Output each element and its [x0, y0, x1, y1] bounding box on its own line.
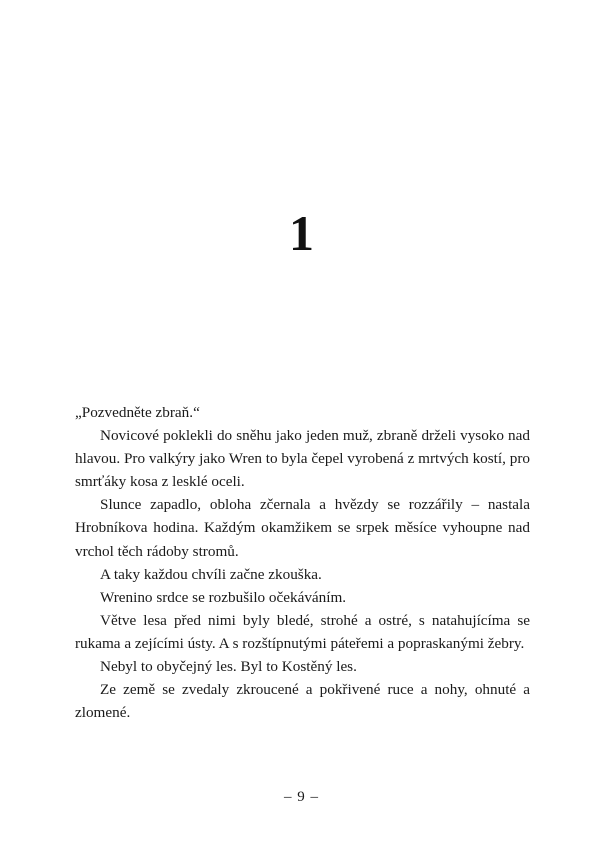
paragraph: Ze země se zvedaly zkroucené a pokřivené ruce a nohy, ohnuté a zlomené. — [75, 681, 530, 722]
paragraph: Nebyl to obyčejný les. Byl to Kostěný les. — [100, 658, 357, 676]
paragraph: Novicové poklekli do sněhu jako jeden muž, zbraně drželi vysoko nad hlavou. Pro valkýry jako Wren to byla čepel vyrobená z mrtvých kostí, pro smrťáky kosa z lesklé oceli. — [75, 427, 530, 491]
paragraph: A taky každou chvíli začne zkouška. — [100, 565, 322, 583]
page-number: – 9 – — [284, 789, 319, 805]
paragraph: Slunce zapadlo, obloha zčernala a hvězdy se rozzářily – nastala Hrobníkova hodina. Každým okamžikem se srpek měsíce vyhoupne nad vrchol těch rádoby stromů. — [75, 496, 530, 560]
paragraph: Wrenino srdce se rozbušilo očekáváním. — [100, 588, 347, 606]
paragraph: „Pozvedněte zbraň.“ — [75, 404, 200, 421]
paragraph: Větve lesa před nimi byly bledé, strohé a ostré, s natahujícíma se rukama a zejícími ústy. A s rozštípnutými páteřemi a popraskanými žebry. — [75, 611, 530, 652]
chapter-body — [75, 401, 530, 724]
chapter-number: 1 — [289, 205, 314, 261]
